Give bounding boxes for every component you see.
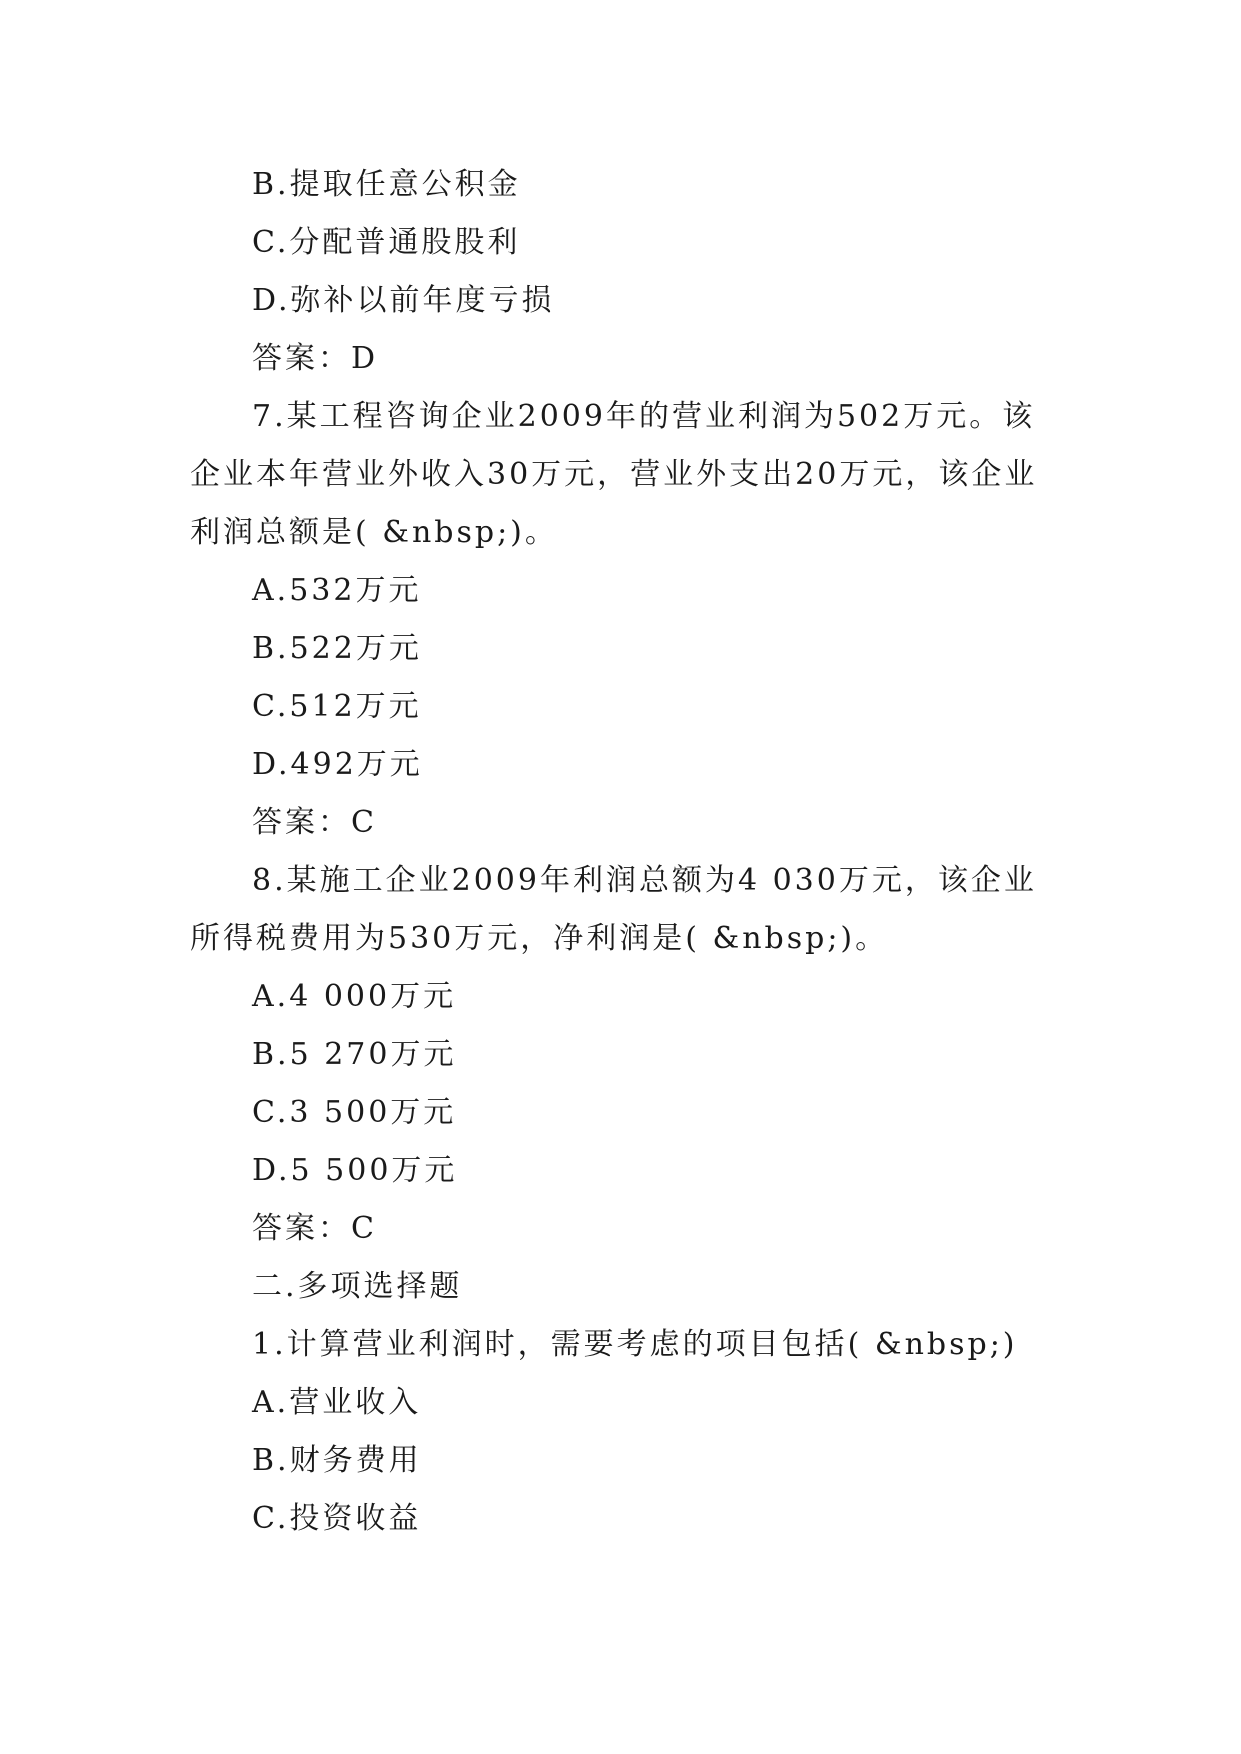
question-8-option-a: A.4 000万元 bbox=[252, 979, 457, 1014]
question-7-option-b: B.522万元 bbox=[252, 631, 422, 666]
multi-question-1-option-b: B.财务费用 bbox=[252, 1443, 422, 1478]
question-7-line-2: 企业本年营业外收入30万元，营业外支出20万元，该企业 bbox=[190, 457, 1038, 492]
question-7-option-c: C.512万元 bbox=[252, 689, 422, 724]
multi-question-1-option-c: C.投资收益 bbox=[252, 1501, 422, 1536]
option-c-line: C.分配普通股股利 bbox=[252, 225, 521, 260]
question-8-option-c: C.3 500万元 bbox=[252, 1095, 457, 1130]
option-b-line: B.提取任意公积金 bbox=[252, 167, 521, 202]
question-8-option-b: B.5 270万元 bbox=[252, 1037, 457, 1072]
multi-question-1-option-a: A.营业收入 bbox=[252, 1385, 422, 1420]
question-7-line-1: 7.某工程咨询企业2009年的营业利润为502万元。该 bbox=[252, 399, 1036, 434]
section-heading: 二.多项选择题 bbox=[252, 1269, 463, 1304]
answer-line: 答案：D bbox=[252, 341, 379, 376]
question-8-answer: 答案：C bbox=[252, 1211, 377, 1246]
option-d-line: D.弥补以前年度亏损 bbox=[252, 283, 555, 318]
question-8-line-2: 所得税费用为530万元，净利润是( &nbsp;)。 bbox=[190, 921, 889, 956]
question-7-answer: 答案：C bbox=[252, 805, 377, 840]
multi-question-1: 1.计算营业利润时，需要考虑的项目包括( &nbsp;) bbox=[252, 1327, 1018, 1362]
question-7-option-a: A.532万元 bbox=[252, 573, 422, 608]
question-8-option-d: D.5 500万元 bbox=[252, 1153, 458, 1188]
question-8-line-1: 8.某施工企业2009年利润总额为4 030万元，该企业 bbox=[252, 863, 1037, 898]
question-7-option-d: D.492万元 bbox=[252, 747, 423, 782]
question-7-line-3: 利润总额是( &nbsp;)。 bbox=[190, 515, 558, 550]
